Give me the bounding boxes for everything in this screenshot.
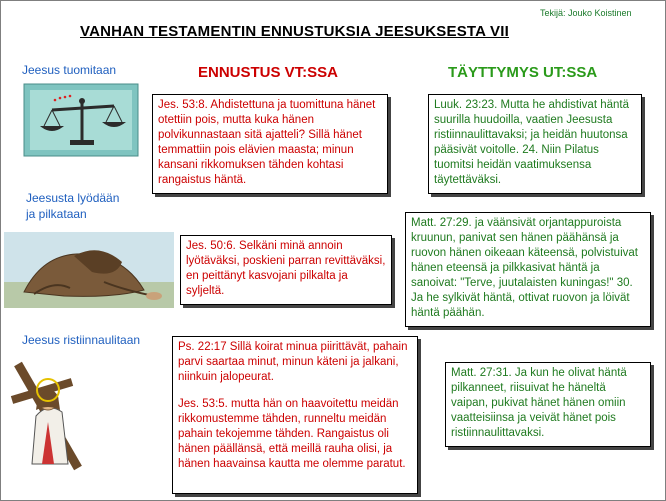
section-label-judged: Jeesus tuomitaan (22, 63, 117, 77)
section-label-crucified: Jeesus ristiinnaulitaan (22, 333, 141, 347)
prophecy-box-beaten (180, 235, 392, 305)
kneeling-figure-icon (4, 232, 174, 308)
prophecy-box-crucified (172, 336, 418, 494)
fulfillment-box-crucified (445, 362, 651, 447)
page-title: VANHAN TESTAMENTIN ENNUSTUKSIA JEESUKSESTA VII (80, 23, 509, 40)
section-label-beaten (26, 190, 119, 222)
prophecy-text-beaten: Jes. 50:6. Selkäni minä annoin lyötäväksi, poskieni parran revittäväksi, en peittänyt kasvojani pilkalta ja syljeltä. (186, 240, 386, 297)
fulfillment-text-beaten: Matt. 27:29. ja väänsivät orjantappuroista kruunun, panivat sen hänen päähänsä ja ruovon hänen oikeaan käteensä, polvistuivat hänen eteensä ja pilkkasivat häntä ja sanoivat: "Terve, juutalaisten kuningas!" 30. Ja he sylkivät häntä, ottivat ruovon ja löivät häntä päähän. (411, 217, 638, 319)
prophecy-text-crucified-a: Ps. 22:17 Sillä koirat minua piirittävät, pahain parvi saartaa minut, minun käteni ja jalkani, niinkuin jalopeurat. (178, 341, 408, 383)
prophecy-box-judged (152, 94, 388, 194)
cross-bearing-icon (8, 356, 88, 476)
scales-of-justice-icon (22, 82, 140, 158)
fulfillment-text-judged: Luuk. 23:23. Mutta he ahdistivat häntä suurilla huudoilla, vaatien Jeesusta ristiinnaulittavaksi; ja heidän huutonsa pääsivät voitolle. 24. Niin Pilatus tuomitsi heidän vaatimuksensa täytettäväksi. (434, 99, 629, 186)
prophecy-text-crucified-b: Jes. 53:5. mutta hän on haavoitettu meidän rikkomustemme tähden, runneltu meidän pahain tekojemme tähden. Rangaistus oli hänen päällänsä, että meillä rauha olisi, ja hänen haavainsa kautta me olemme paratut. (178, 398, 406, 470)
section-label-beaten-line2: ja pilkataan (26, 207, 87, 221)
prophecy-text-judged: Jes. 53:8. Ahdistettuna ja tuomittuna hänet otettiin pois, mutta kuka hänen polvikunnastaan sitä ajatteli? Sillä hänet temmattiin pois elävien maasta; minun kansani rikkomuksen tähden kohtasi rangaistus häntä. (158, 99, 376, 186)
author-credit: Tekijä: Jouko Koistinen (540, 8, 632, 18)
heading-prophecy: ENNUSTUS VT:SSA (198, 64, 339, 81)
fulfillment-text-crucified: Matt. 27:31. Ja kun he olivat häntä pilkanneet, riisuivat he häneltä vaipan, pukivat hänet hänen omiin vaatteisiinsa ja veivät hänet pois ristiinnaulittavaksi. (451, 367, 627, 439)
fulfillment-box-judged (428, 94, 642, 194)
heading-fulfillment: TÄYTTYMYS UT:SSA (448, 64, 598, 81)
section-label-beaten-line1: Jeesusta lyödään (26, 191, 120, 205)
fulfillment-box-beaten (405, 212, 651, 327)
